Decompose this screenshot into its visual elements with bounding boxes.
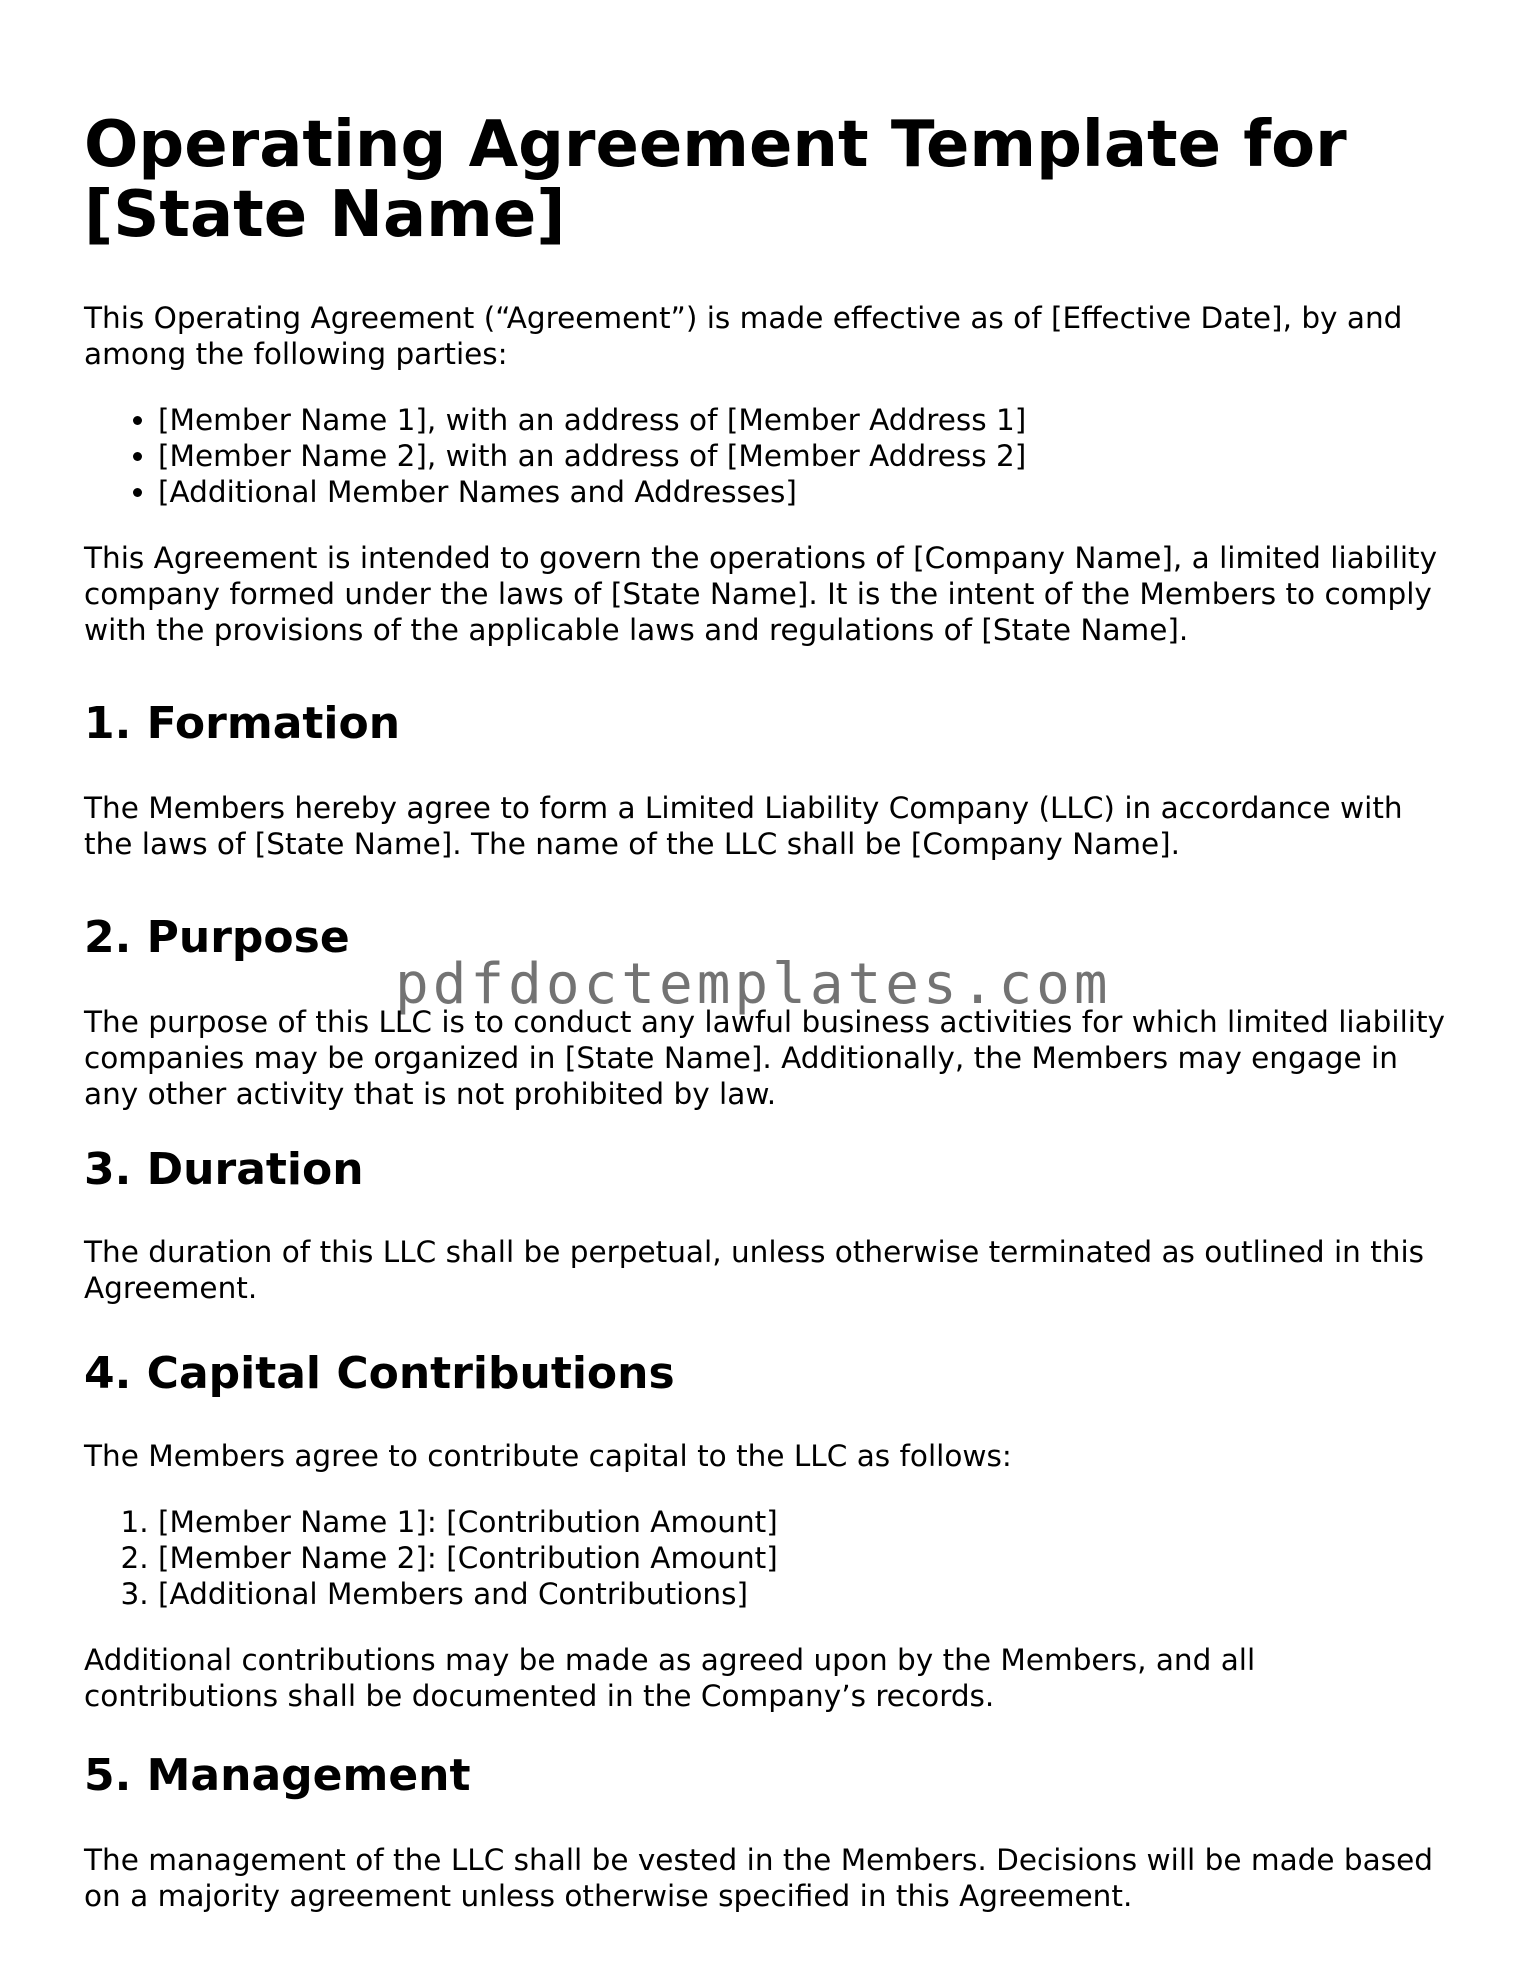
duration-heading: 3. Duration: [84, 1144, 364, 1195]
formation-heading: 1. Formation: [84, 698, 401, 749]
list-item: • [Member Name 2], with an address of [Member Address 2]: [158, 438, 1448, 474]
document-title: Operating Agreement Template for [State Name]: [84, 108, 1347, 252]
duration-paragraph: The duration of this LLC shall be perpetual, unless otherwise terminated as outlined in this Agreement.: [84, 1235, 1425, 1305]
capital-contributions-heading: 4. Capital Contributions: [84, 1348, 675, 1399]
capital-contributions-paragraph: The Members agree to contribute capital to the LLC as follows:: [84, 1439, 1012, 1473]
purpose-heading: 2. Purpose: [84, 912, 350, 963]
document-page: [84, 0, 1448, 1914]
intro-paragraph: This Operating Agreement (“Agreement”) is made effective as of [Effective Date], by and among the following parties:: [84, 301, 1403, 371]
management-paragraph: The management of the LLC shall be vested in the Members. Decisions will be made based on a majority agreement unless otherwise specified in this Agreement.: [84, 1843, 1433, 1913]
management-heading: 5. Management: [84, 1750, 471, 1801]
additional-contributions-paragraph: Additional contributions may be made as agreed upon by the Members, and all contributions shall be documented in the Company’s records.: [84, 1643, 1256, 1713]
contributions-list: [84, 1504, 1448, 1612]
list-item: 3. [Additional Members and Contributions]: [158, 1576, 1448, 1612]
list-item: • [Member Name 1], with an address of [Member Address 1]: [158, 402, 1448, 438]
scope-paragraph: This Agreement is intended to govern the operations of [Company Name], a limited liability company formed under the laws of [State Name]. It is the intent of the Members to comply with the provisions of the applicable laws and regulations of [State Name].: [84, 541, 1438, 647]
watermark: pdfdoctemplates.com: [395, 952, 1112, 1017]
purpose-paragraph: The purpose of this LLC is to conduct any lawful business activities for which limited liability companies may be organized in [State Name]. Additionally, the Members may engage in any other activity that is not prohibited by law.: [84, 1005, 1446, 1111]
list-item: • [Additional Member Names and Addresses]: [158, 474, 1448, 510]
list-item: 2. [Member Name 2]: [Contribution Amount]: [158, 1540, 1448, 1576]
formation-paragraph: The Members hereby agree to form a Limited Liability Company (LLC) in accordance with the laws of [State Name]. The name of the LLC shall be [Company Name].: [84, 791, 1403, 861]
parties-list: [84, 402, 1448, 510]
list-item: 1. [Member Name 1]: [Contribution Amount]: [158, 1504, 1448, 1540]
